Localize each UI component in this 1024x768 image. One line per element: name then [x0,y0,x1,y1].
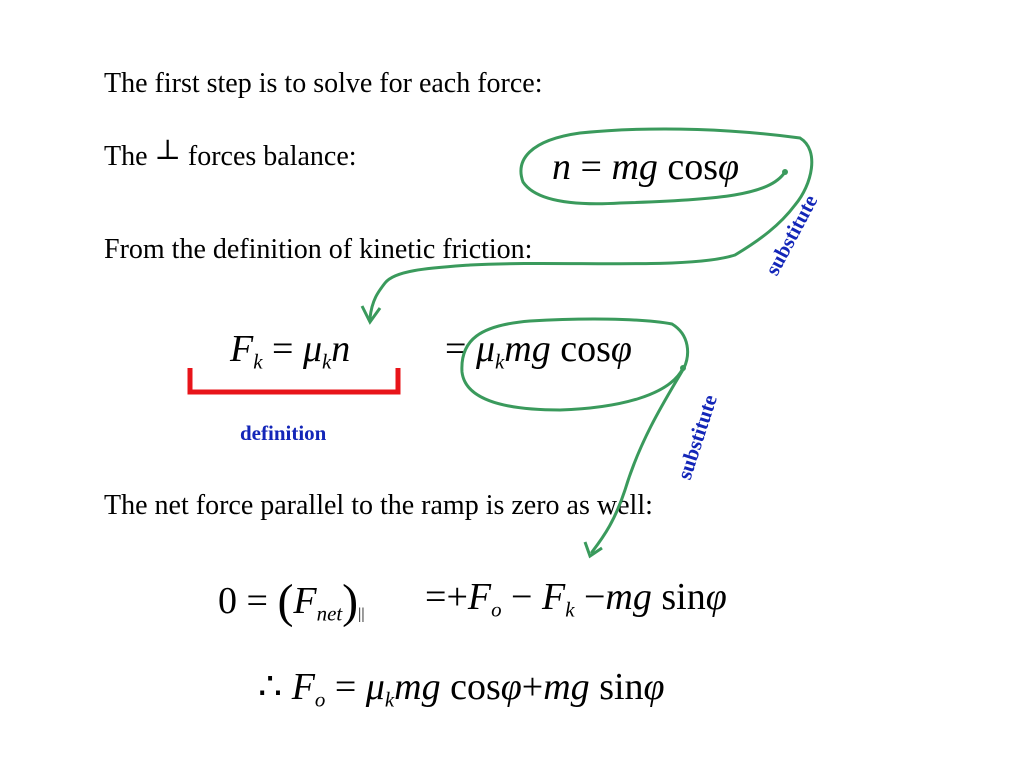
net-force-equation-rhs: $=+F_o - F_k -mg$ sinφ [425,576,727,622]
net-force-equation-lhs: $0 = (F_{net})_{||}$ [218,575,365,628]
friction-loop [462,319,688,552]
friction-substituted-equation: = $\mu_kmg$ cosφ [445,328,632,374]
substitute-label-2: substitute [672,391,722,483]
perp-prefix: The [104,141,148,172]
result-equation: ∴ $F_o = \mu_kmg$ cosφ+mg sinφ [258,666,665,712]
intro-text: The first step is to solve for each force: [104,68,543,99]
normal-force-loop [370,129,812,318]
definition-bracket [190,368,398,392]
friction-definition-text: From the definition of kinetic friction: [104,234,533,265]
normal-force-equation: n = mg cosφ [552,146,740,188]
friction-equation: $F_k = \mu_kn$ [230,328,351,374]
perpendicular-symbol: ⊥ [154,135,181,166]
substitute-label-1: substitute [760,190,823,280]
definition-label: definition [240,421,327,445]
net-force-text: The net force parallel to the ramp is zero as well: [104,490,653,521]
perp-suffix: forces balance: [187,141,357,172]
